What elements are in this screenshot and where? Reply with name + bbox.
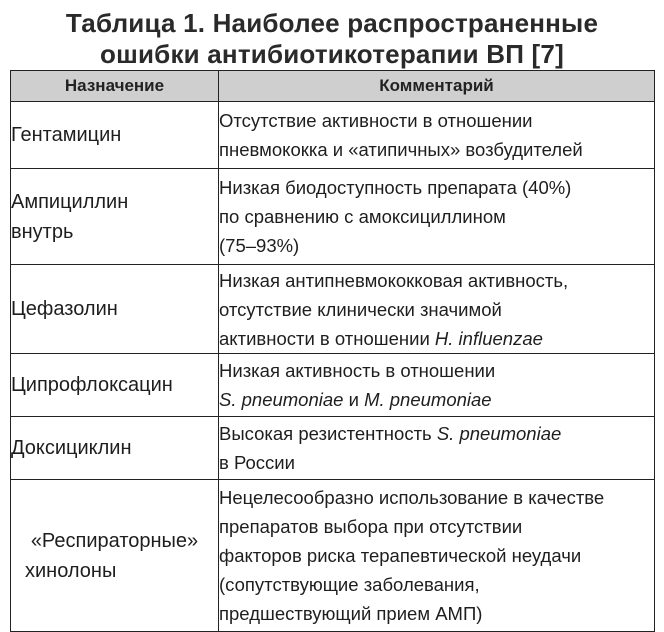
comment-line bbox=[219, 419, 654, 448]
comment-line: (сопутствующие заболевания, bbox=[219, 574, 480, 595]
table-row bbox=[11, 480, 655, 632]
comment-line: факторов риска терапевтической неудачи bbox=[219, 545, 582, 566]
comment-line: (75–93%) bbox=[219, 235, 300, 256]
comment-line: Отсутствие активности в отношении bbox=[219, 110, 533, 131]
comment-line: по сравнению с амоксициллином bbox=[219, 206, 506, 227]
table-title-line-2: ошибки антибиотикотерапии ВП [7] bbox=[100, 39, 564, 69]
comment-cell bbox=[219, 102, 655, 169]
table-row bbox=[11, 354, 655, 417]
drug-name: Цефазолин bbox=[11, 298, 118, 320]
table-header-row bbox=[11, 71, 655, 102]
comment-text: Высокая резистентность bbox=[219, 423, 437, 444]
table-row bbox=[11, 417, 655, 480]
comment-line bbox=[219, 324, 654, 353]
comment-line: предшествующий прием АМП) bbox=[219, 603, 483, 624]
comment-line: в России bbox=[219, 452, 295, 473]
drug-name: Доксициклин bbox=[11, 437, 132, 459]
comment-line: Нецелесообразно использование в качестве bbox=[219, 487, 605, 508]
species-name: S. pneumoniae bbox=[219, 389, 344, 410]
comment-line: препаратов выбора при отсутствии bbox=[219, 516, 523, 537]
comment-cell bbox=[219, 354, 655, 417]
table-row bbox=[11, 102, 655, 169]
table-row bbox=[11, 169, 655, 265]
comment-text: активности в отношении bbox=[219, 327, 435, 349]
drug-name-cell bbox=[11, 102, 219, 169]
drug-name-cell bbox=[11, 480, 219, 632]
comment-cell bbox=[219, 265, 655, 354]
comment-cell bbox=[219, 417, 655, 480]
species-name: S. pneumoniae bbox=[436, 423, 562, 444]
header-comment: Комментарий bbox=[219, 71, 655, 102]
drug-name-suffix: внутрь bbox=[11, 220, 74, 243]
drug-name: «Респираторные» bbox=[30, 529, 199, 552]
species-name: M. pneumoniae bbox=[364, 389, 492, 410]
comment-line: пневмококка и «атипичных» возбудителей bbox=[219, 139, 583, 160]
comment-line: Низкая активность в отношении bbox=[219, 360, 496, 381]
comment-line: отсутствие клинически значимой bbox=[219, 298, 502, 320]
table-title-line-1: Таблица 1. Наиболее распространенные bbox=[65, 8, 599, 38]
comment-line: Низкая антипневмококковая активность, bbox=[219, 269, 569, 291]
comment-line: Низкая биодоступность препарата (40%) bbox=[219, 177, 572, 198]
drug-name-cell bbox=[11, 417, 219, 480]
antibiotic-errors-table bbox=[10, 70, 655, 632]
header-prescription: Назначение bbox=[11, 71, 219, 102]
drug-name-cell bbox=[11, 169, 219, 265]
drug-name: Ципрофлоксацин bbox=[11, 374, 173, 396]
table-title bbox=[0, 8, 664, 70]
species-name: H. influenzae bbox=[434, 327, 543, 349]
drug-name: Гентамицин bbox=[11, 124, 122, 146]
comment-text: и bbox=[343, 389, 365, 410]
comment-cell bbox=[219, 480, 655, 632]
drug-name-cell bbox=[11, 354, 219, 417]
drug-name: Ампициллин bbox=[11, 190, 129, 213]
comment-cell bbox=[219, 169, 655, 265]
table-row bbox=[11, 265, 655, 354]
comment-line bbox=[219, 385, 654, 414]
drug-name-suffix: хинолоны bbox=[25, 559, 117, 582]
drug-name-cell bbox=[11, 265, 219, 354]
